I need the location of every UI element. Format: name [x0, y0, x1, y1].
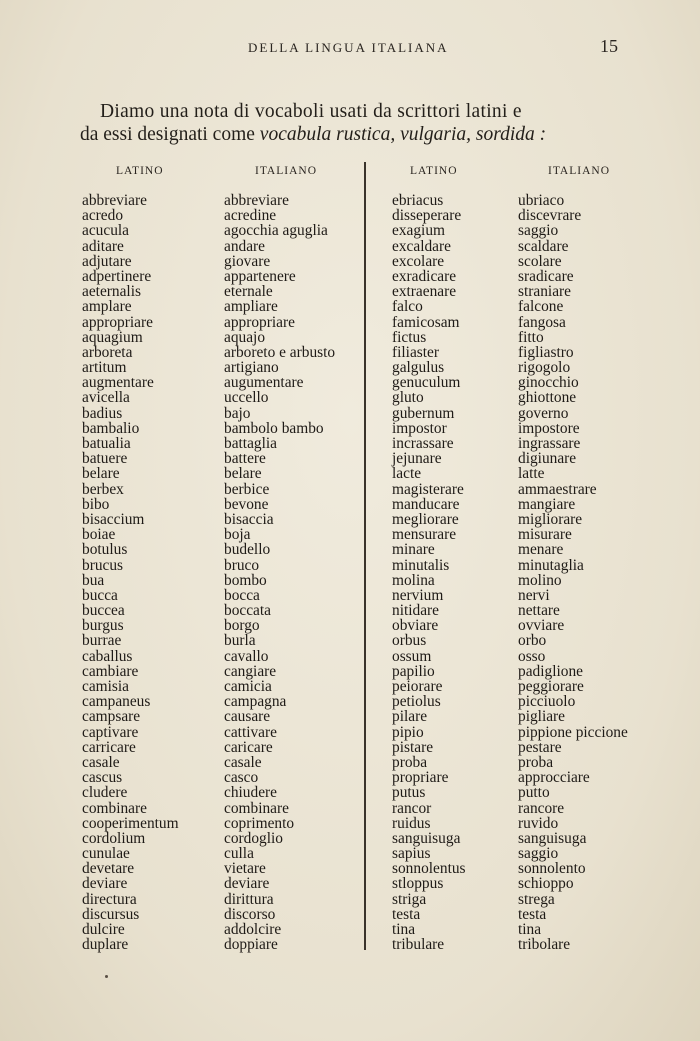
- left-italiano-word: ampliare: [224, 298, 278, 316]
- left-italiano-word: arboreto e arbusto: [224, 343, 336, 361]
- right-latino-word: minutalis: [392, 556, 450, 574]
- right-latino-word: obviare: [392, 617, 439, 635]
- left-italiano-word: berbice: [224, 480, 270, 498]
- left-italiano-word: acredine: [224, 207, 277, 225]
- left-italiano-word: uccello: [224, 389, 269, 407]
- right-italiano-word: ammaestrare: [518, 480, 597, 498]
- left-latino-word: burrae: [82, 632, 122, 650]
- left-italiano-word: battere: [224, 450, 266, 468]
- left-latino-word: aditare: [82, 237, 124, 255]
- left-italiano-word: dirittura: [224, 890, 274, 908]
- right-latino-word: putus: [392, 784, 426, 802]
- right-latino-word: lacte: [392, 465, 422, 483]
- right-italiano-word: proba: [518, 753, 554, 771]
- left-latino-word: cunulae: [82, 845, 130, 863]
- left-italiano-word: discorso: [224, 905, 276, 923]
- right-italiano-word: figliastro: [518, 343, 574, 361]
- left-latino-word: campaneus: [82, 693, 151, 711]
- right-latino-word: mensurare: [392, 526, 457, 544]
- left-latino-word: camisia: [82, 678, 130, 695]
- left-italiano-word: bajo: [224, 404, 251, 422]
- right-italiano-word: pigliare: [518, 708, 566, 726]
- left-latino-word: belare: [82, 465, 120, 483]
- right-italiano-word: digiunare: [518, 450, 577, 468]
- right-latino-word: testa: [392, 905, 421, 923]
- left-latino-word: cludere: [82, 784, 128, 802]
- right-latino-word: falco: [392, 298, 423, 316]
- right-italiano-word: minutaglia: [518, 556, 584, 574]
- left-italiano-word: vietare: [224, 860, 266, 878]
- header-italiano-right: ITALIANO: [548, 165, 611, 177]
- left-latino-word: bua: [82, 571, 105, 589]
- column-divider: [364, 162, 366, 950]
- left-italiano-word: doppiare: [224, 936, 278, 954]
- right-italiano-word: pestare: [518, 738, 562, 756]
- left-latino-word: brucus: [82, 556, 124, 574]
- left-latino-word: cordolium: [82, 829, 146, 847]
- right-italiano-word: ubriaco: [518, 192, 565, 209]
- left-latino-word: burgus: [82, 617, 124, 635]
- left-italiano-word: camicia: [224, 678, 272, 695]
- right-italiano-word: sradicare: [518, 267, 574, 285]
- left-italiano-word: burla: [224, 632, 256, 650]
- right-latino-word: galgulus: [392, 359, 445, 377]
- right-latino-word: incrassare: [392, 435, 454, 452]
- right-italiano-word: fitto: [518, 328, 544, 346]
- left-latino-word: abbreviare: [82, 192, 147, 209]
- left-latino-word: artitum: [82, 359, 127, 377]
- right-italiano-word: molino: [518, 571, 562, 589]
- right-latino-word: stloppus: [392, 875, 444, 893]
- left-latino-word: casale: [82, 753, 120, 771]
- left-latino-word: bisaccium: [82, 510, 145, 528]
- right-latino-word: peiorare: [392, 678, 443, 695]
- right-latino-word: filiaster: [392, 343, 440, 361]
- left-latino-word: cascus: [82, 769, 123, 787]
- left-italiano-word: campagna: [224, 693, 287, 711]
- right-latino-word: famicosam: [392, 313, 460, 331]
- left-italiano-word: giovare: [224, 252, 271, 270]
- right-latino-word: manducare: [392, 495, 460, 513]
- left-latino-word: adjutare: [82, 252, 132, 270]
- left-latino-word: cambiare: [82, 662, 139, 680]
- right-italiano-word: fangosa: [518, 313, 566, 331]
- left-italiano-word: addolcire: [224, 921, 282, 938]
- header-italiano-left: ITALIANO: [255, 165, 318, 177]
- left-latino-word: buccea: [82, 602, 125, 620]
- right-italiano-word: approcciare: [518, 769, 590, 787]
- right-latino-word: ebriacus: [392, 192, 444, 209]
- left-italiano-word: cangiare: [224, 662, 277, 680]
- right-latino-word: sonnolentus: [392, 860, 466, 878]
- right-italiano-word: ruvido: [518, 814, 559, 832]
- running-title: DELLA LINGUA ITALIANA: [248, 40, 449, 55]
- left-latino-column: [82, 193, 179, 952]
- right-italiano-column: [518, 193, 628, 952]
- right-italiano-word: padiglione: [518, 662, 583, 680]
- left-latino-word: bambalio: [82, 419, 140, 437]
- right-italiano-word: sonnolento: [518, 860, 586, 878]
- left-italiano-word: boccata: [224, 602, 271, 620]
- right-italiano-word: rancore: [518, 799, 565, 817]
- right-latino-word: extraenare: [392, 283, 457, 301]
- left-latino-word: discursus: [82, 905, 140, 923]
- right-italiano-word: putto: [518, 784, 550, 802]
- right-italiano-word: straniare: [518, 283, 571, 301]
- left-latino-word: acucula: [82, 222, 129, 240]
- right-latino-word: petiolus: [392, 693, 441, 711]
- left-latino-word: augmentare: [82, 374, 154, 392]
- left-italiano-word: casco: [224, 769, 259, 787]
- right-italiano-word: osso: [518, 647, 546, 665]
- left-italiano-word: caricare: [224, 738, 273, 756]
- left-italiano-word: bambolo bambo: [224, 419, 324, 437]
- left-latino-word: dulcire: [82, 921, 125, 938]
- right-latino-word: nitidare: [392, 602, 440, 620]
- left-italiano-word: cordoglio: [224, 829, 283, 847]
- right-latino-word: fictus: [392, 328, 427, 346]
- left-latino-word: aquagium: [82, 328, 143, 346]
- right-latino-word: genuculum: [392, 374, 461, 392]
- left-latino-word: boiae: [82, 526, 116, 544]
- left-latino-word: badius: [82, 404, 123, 422]
- left-italiano-word: bocca: [224, 586, 260, 604]
- right-latino-word: pilare: [392, 708, 428, 726]
- right-italiano-word: picciuolo: [518, 693, 576, 711]
- right-italiano-word: tina: [518, 921, 542, 938]
- left-italiano-word: artigiano: [224, 359, 279, 377]
- left-latino-word: batuere: [82, 450, 128, 468]
- right-latino-word: pistare: [392, 738, 434, 756]
- left-italiano-column: [224, 193, 335, 952]
- right-latino-column: [392, 193, 466, 952]
- right-italiano-word: governo: [518, 404, 569, 422]
- right-italiano-word: schioppo: [518, 875, 574, 893]
- right-latino-word: excaldare: [392, 237, 451, 255]
- left-italiano-word: deviare: [224, 875, 270, 893]
- left-latino-word: carricare: [82, 738, 136, 756]
- header-latino-left: LATINO: [116, 165, 164, 177]
- right-italiano-word: peggiorare: [518, 678, 584, 695]
- left-italiano-word: bruco: [224, 556, 260, 574]
- left-latino-word: duplare: [82, 936, 129, 954]
- left-italiano-word: chiudere: [224, 784, 277, 802]
- right-italiano-word: sanguisuga: [518, 829, 587, 847]
- right-latino-word: megliorare: [392, 510, 459, 528]
- right-latino-word: pipio: [392, 723, 424, 741]
- left-latino-word: bibo: [82, 495, 110, 513]
- right-italiano-word: ghiottone: [518, 389, 577, 407]
- header-latino-right: LATINO: [410, 165, 458, 177]
- page-number: 15: [600, 36, 618, 56]
- right-italiano-word: nettare: [518, 602, 560, 620]
- left-latino-word: campsare: [82, 708, 141, 726]
- left-italiano-word: bisaccia: [224, 510, 274, 528]
- left-italiano-word: cavallo: [224, 647, 269, 665]
- right-italiano-word: latte: [518, 465, 545, 483]
- left-latino-word: cooperimentum: [82, 814, 179, 832]
- right-italiano-word: ingrassare: [518, 435, 581, 452]
- left-italiano-word: budello: [224, 541, 271, 559]
- left-latino-word: botulus: [82, 541, 128, 559]
- right-latino-word: papilio: [392, 662, 435, 680]
- left-italiano-word: casale: [224, 753, 262, 771]
- right-latino-word: impostor: [392, 419, 447, 437]
- left-italiano-word: augumentare: [224, 374, 304, 392]
- right-italiano-word: mangiare: [518, 495, 576, 513]
- right-latino-word: ruidus: [392, 814, 431, 832]
- left-italiano-word: eternale: [224, 283, 273, 301]
- ink-speck: [105, 975, 108, 978]
- right-italiano-word: nervi: [518, 586, 550, 604]
- right-latino-word: jejunare: [392, 450, 442, 468]
- right-latino-word: ossum: [392, 647, 432, 665]
- left-italiano-word: appartenere: [224, 267, 296, 285]
- right-italiano-word: orbo: [518, 632, 547, 650]
- right-latino-word: minare: [392, 541, 435, 559]
- intro-line-2-prefix: da essi designati come: [80, 124, 260, 145]
- right-latino-word: magisterare: [392, 480, 464, 498]
- right-italiano-word: saggio: [518, 845, 559, 863]
- right-latino-word: tribulare: [392, 936, 445, 954]
- right-italiano-word: falcone: [518, 298, 564, 316]
- left-italiano-word: agocchia aguglia: [224, 222, 328, 240]
- left-latino-word: devetare: [82, 860, 135, 878]
- right-latino-word: disseperare: [392, 207, 462, 225]
- right-latino-word: sapius: [392, 845, 431, 863]
- left-latino-word: avicella: [82, 389, 130, 407]
- left-latino-word: appropriare: [82, 313, 153, 331]
- right-latino-word: molina: [392, 571, 435, 589]
- right-latino-word: nervium: [392, 586, 444, 604]
- right-italiano-word: pippione piccione: [518, 723, 628, 741]
- left-latino-word: acredo: [82, 207, 124, 225]
- left-italiano-word: andare: [224, 237, 266, 255]
- right-latino-word: gluto: [392, 389, 424, 407]
- right-latino-word: exagium: [392, 222, 445, 240]
- left-italiano-word: bombo: [224, 571, 267, 589]
- left-italiano-word: causare: [224, 708, 271, 726]
- left-italiano-word: coprimento: [224, 814, 295, 832]
- right-italiano-word: tribolare: [518, 936, 571, 954]
- intro-paragraph: [80, 100, 660, 146]
- right-latino-word: rancor: [392, 799, 432, 817]
- right-italiano-word: saggio: [518, 222, 559, 240]
- intro-line-2-italic: vocabula rustica, vulgaria, sordida :: [259, 124, 547, 145]
- left-latino-word: amplare: [82, 298, 132, 316]
- right-italiano-word: rigogolo: [518, 359, 571, 377]
- left-latino-word: aeternalis: [82, 283, 141, 301]
- left-latino-word: captivare: [82, 723, 139, 741]
- right-italiano-word: ginocchio: [518, 374, 579, 392]
- left-latino-word: caballus: [82, 647, 133, 665]
- left-italiano-word: aquajo: [224, 328, 266, 346]
- left-latino-word: directura: [82, 890, 137, 908]
- right-italiano-word: scaldare: [518, 237, 569, 255]
- left-italiano-word: culla: [224, 845, 254, 863]
- left-latino-word: berbex: [82, 480, 124, 498]
- right-latino-word: gubernum: [392, 404, 455, 422]
- intro-line-2: [80, 123, 660, 146]
- left-italiano-word: borgo: [224, 617, 260, 635]
- left-latino-word: adpertinere: [82, 267, 152, 285]
- right-italiano-word: ovviare: [518, 617, 565, 635]
- right-latino-word: sanguisuga: [392, 829, 461, 847]
- right-latino-word: striga: [392, 890, 427, 908]
- right-italiano-word: strega: [518, 890, 555, 908]
- left-latino-word: combinare: [82, 799, 147, 817]
- right-latino-word: orbus: [392, 632, 427, 650]
- intro-line-1: Diamo una nota di vocaboli usati da scrittori latini e: [100, 101, 522, 122]
- right-italiano-word: discevrare: [518, 207, 582, 225]
- right-latino-word: propriare: [392, 769, 449, 787]
- right-latino-word: tina: [392, 921, 416, 938]
- right-italiano-word: testa: [518, 905, 547, 923]
- right-latino-word: excolare: [392, 252, 445, 270]
- left-italiano-word: battaglia: [224, 435, 277, 452]
- left-italiano-word: boja: [224, 526, 251, 544]
- left-latino-word: arboreta: [82, 343, 133, 361]
- left-latino-word: batualia: [82, 435, 131, 452]
- left-latino-word: deviare: [82, 875, 128, 893]
- right-italiano-word: menare: [518, 541, 564, 559]
- left-italiano-word: belare: [224, 465, 262, 483]
- right-italiano-word: migliorare: [518, 510, 583, 528]
- right-italiano-word: scolare: [518, 252, 562, 270]
- left-italiano-word: cattivare: [224, 723, 277, 741]
- right-latino-word: exradicare: [392, 267, 457, 285]
- right-italiano-word: misurare: [518, 526, 572, 544]
- left-latino-word: bucca: [82, 586, 118, 604]
- left-italiano-word: combinare: [224, 799, 289, 817]
- left-italiano-word: bevone: [224, 495, 269, 513]
- left-italiano-word: appropriare: [224, 313, 295, 331]
- right-latino-word: proba: [392, 753, 428, 771]
- right-italiano-word: impostore: [518, 419, 580, 437]
- left-italiano-word: abbreviare: [224, 192, 289, 209]
